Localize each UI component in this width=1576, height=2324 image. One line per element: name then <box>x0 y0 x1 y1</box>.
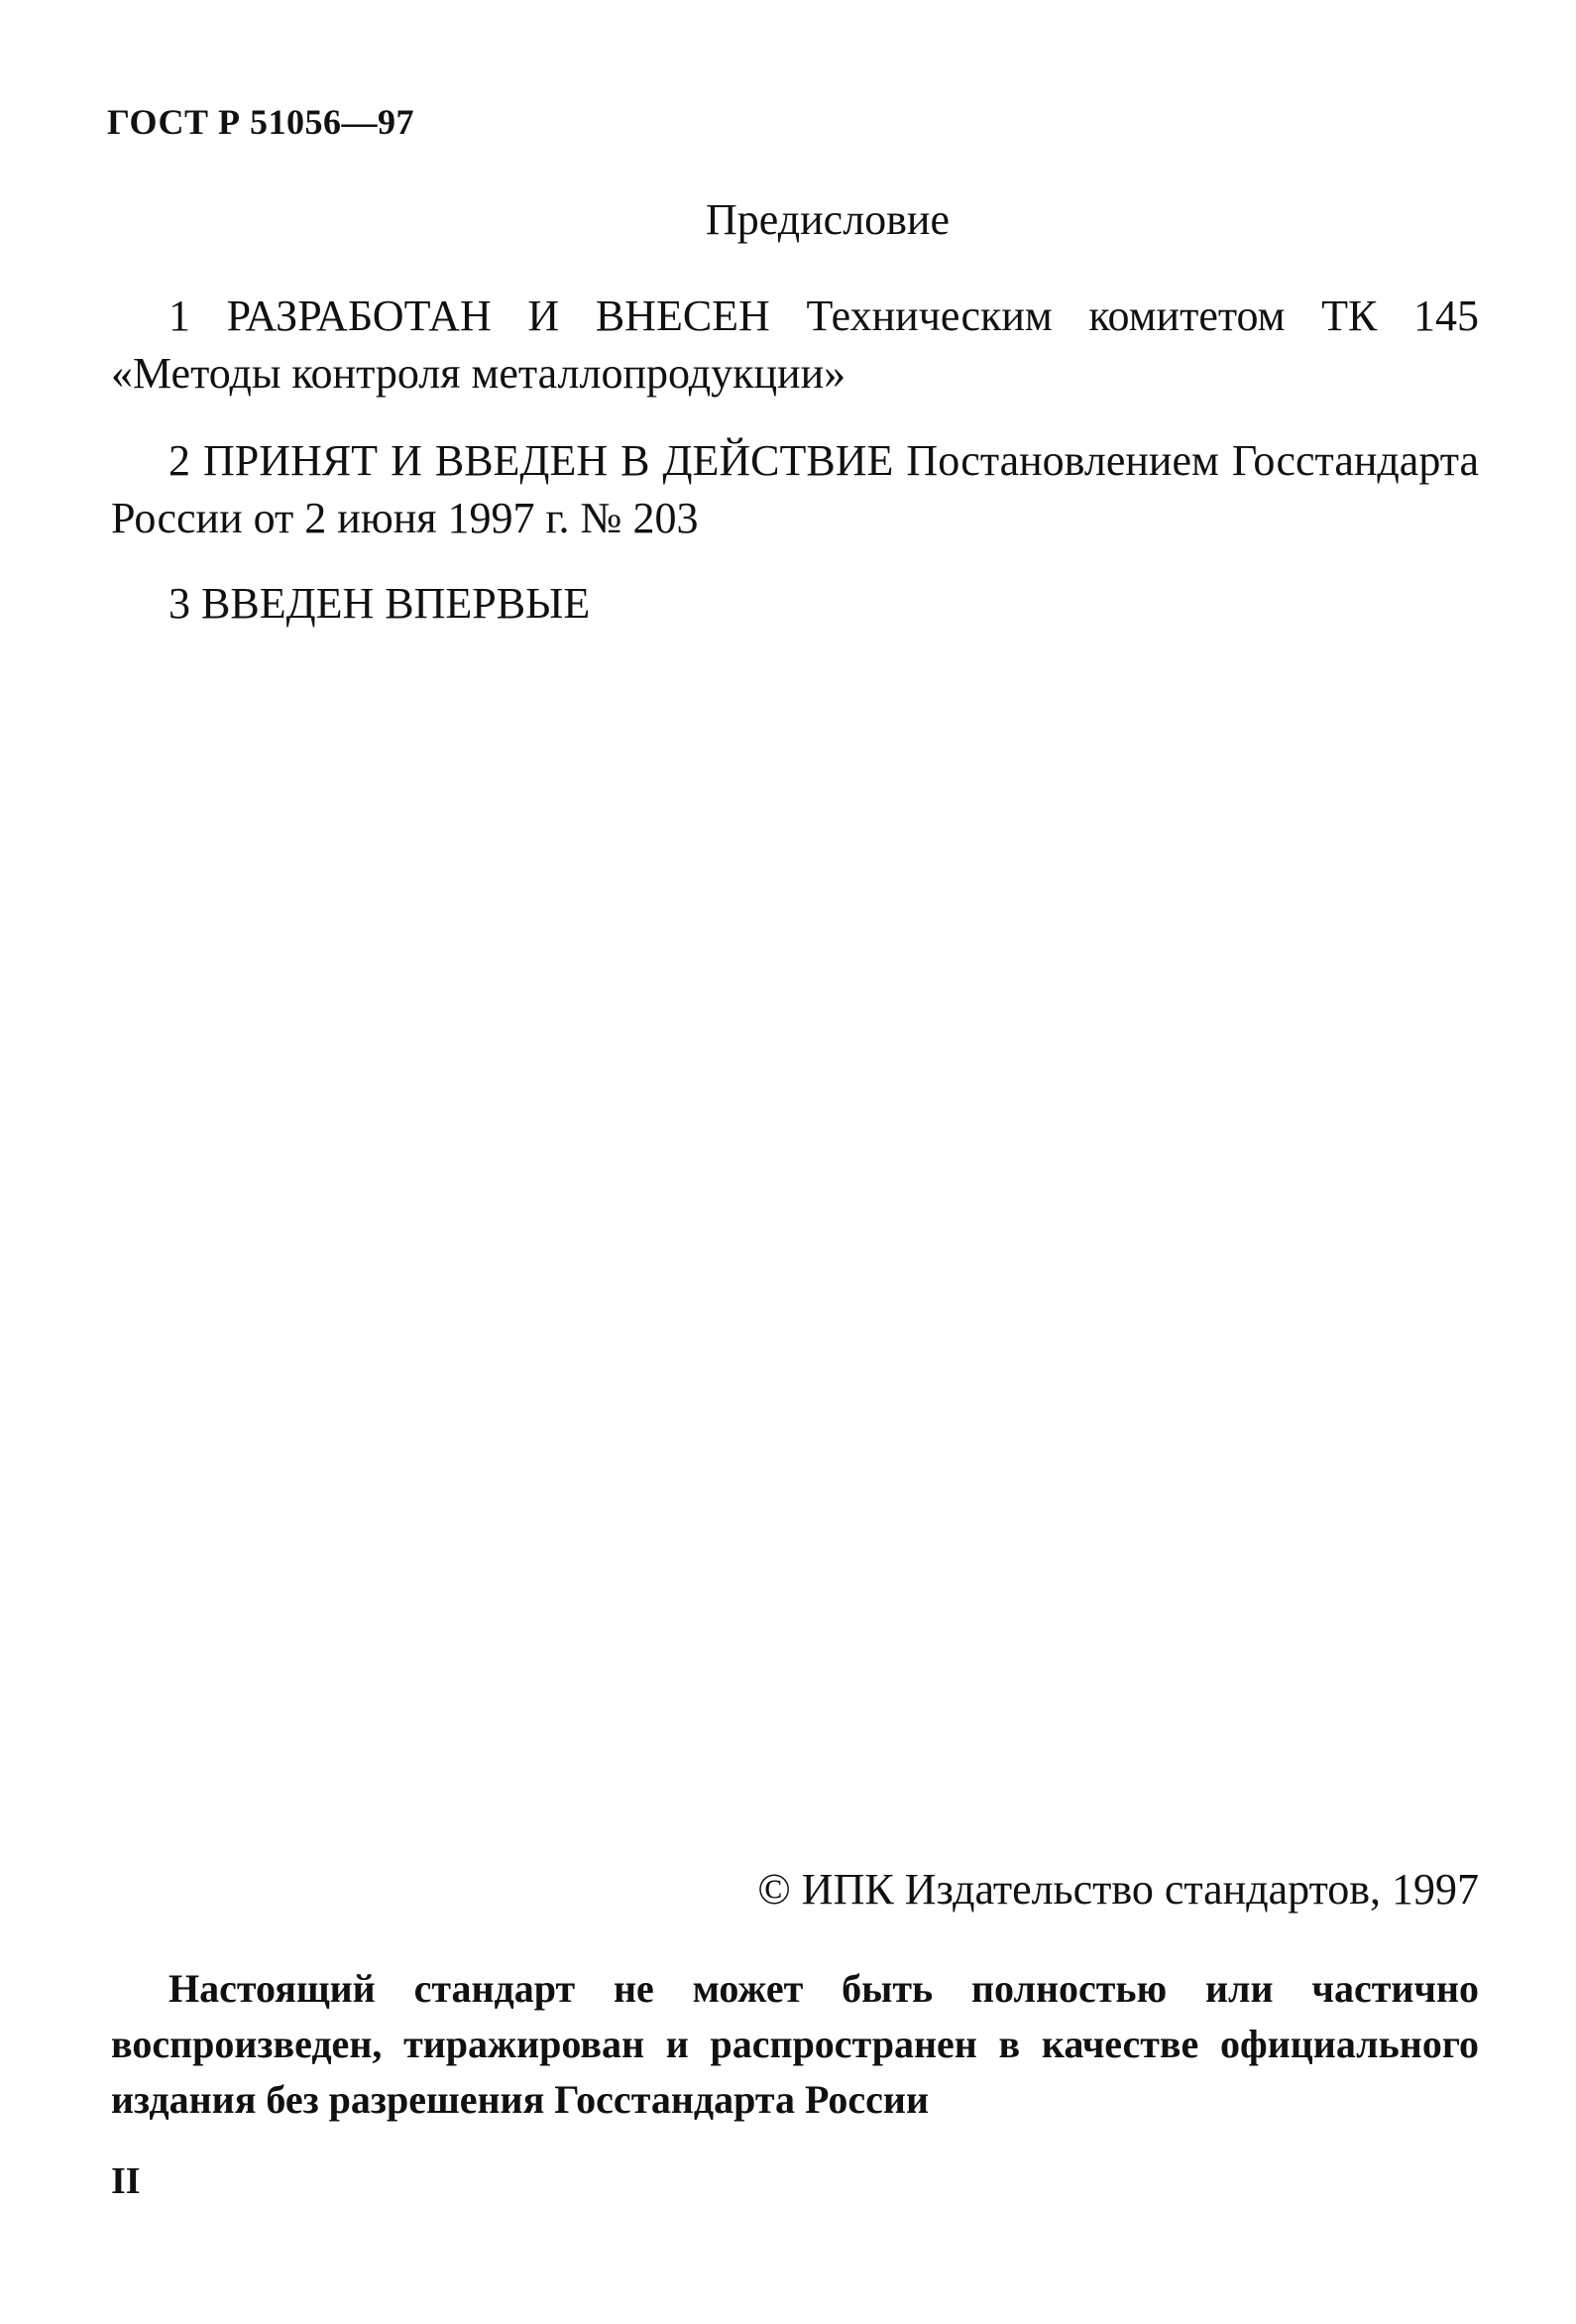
item-text: Постановлением Госстандарта России от 2 июня 1997 г. № 203 <box>111 436 1480 542</box>
section-title: Предисловие <box>706 195 950 244</box>
foreword-item-3 <box>111 575 1479 633</box>
document-code: ГОСТ Р 51056—97 <box>107 102 414 142</box>
foreword-item-1 <box>111 288 1479 403</box>
item-text: Техническим комитетом ТК 145 «Методы контроля металлопродукции» <box>111 291 1480 398</box>
page-number: II <box>111 2160 141 2202</box>
item-lead: РАЗРАБОТАН И ВНЕСЕН <box>226 291 770 340</box>
item-lead: ПРИНЯТ И ВВЕДЕН В ДЕЙСТВИЕ <box>203 436 894 485</box>
item-number: 3 <box>169 579 190 628</box>
copyright-notice: © ИПК Издательство стандартов, 1997 <box>757 1865 1479 1914</box>
foreword-item-2 <box>111 432 1479 547</box>
item-number: 1 <box>169 291 190 340</box>
item-lead: ВВЕДЕН ВПЕРВЫЕ <box>201 579 591 628</box>
reproduction-notice <box>111 1961 1479 2128</box>
item-number: 2 <box>169 436 190 485</box>
reproduction-notice-text: Настоящий стандарт не может быть полностью или частично воспроизведен, тиражирован и распространен в качестве официального издания без разрешения Госстандарта России <box>111 1966 1479 2122</box>
